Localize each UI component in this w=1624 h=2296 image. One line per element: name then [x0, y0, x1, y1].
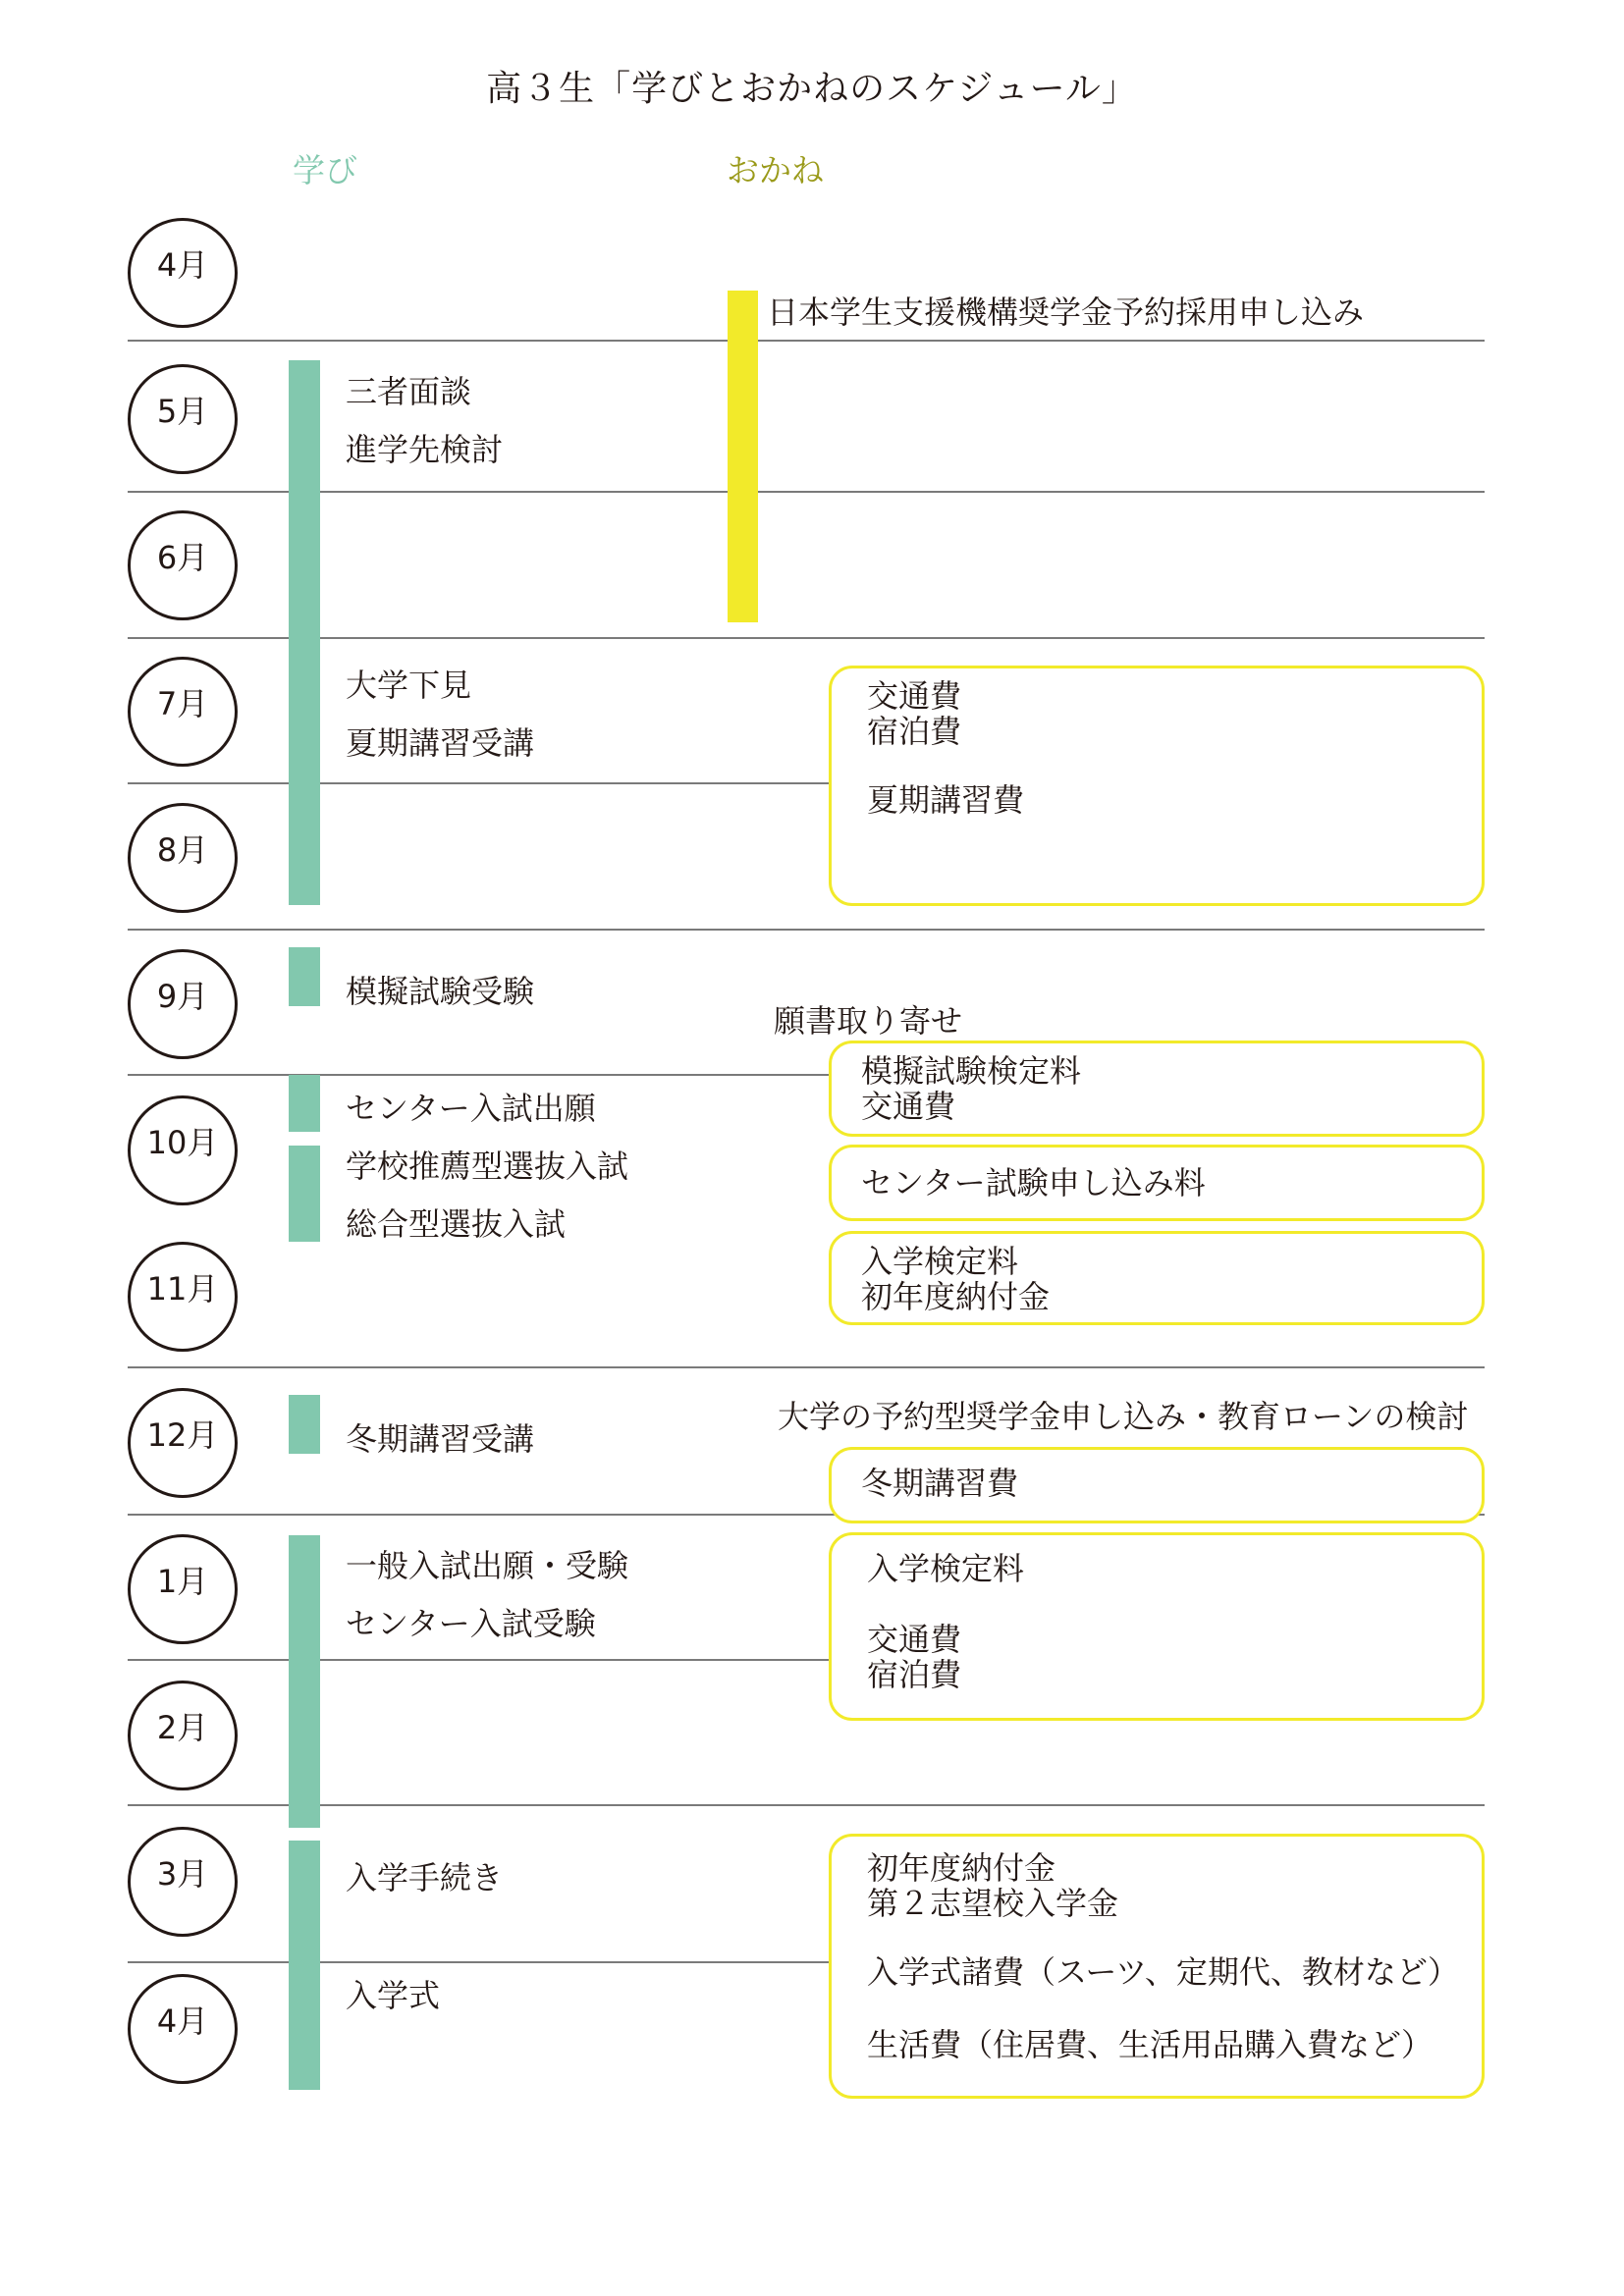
separator-line — [128, 1366, 1485, 1368]
okane-bar — [728, 291, 758, 622]
manabi-item: センター入試出願 — [346, 1090, 596, 1127]
okane-label: 大学の予約型奨学金申し込み・教育ローンの検討 — [778, 1398, 1469, 1435]
okane-label: 日本学生支援機構奨学金予約採用申し込み — [767, 294, 1365, 331]
separator-line — [128, 491, 1485, 493]
month-label: 1月 — [156, 1563, 209, 1600]
month-circle-december — [128, 1388, 238, 1498]
manabi-item: 三者面談 — [346, 373, 472, 410]
separator-line — [128, 782, 829, 784]
manabi-bar — [289, 1535, 320, 1828]
okane-box-item: 交通費 — [861, 1088, 956, 1125]
month-label: 5月 — [156, 393, 209, 430]
month-label: 7月 — [156, 685, 209, 722]
okane-box — [829, 1041, 1485, 1137]
month-label: 4月 — [156, 246, 209, 284]
separator-line — [128, 1074, 829, 1076]
manabi-item: 夏期講習受講 — [346, 724, 535, 762]
okane-box-item: 夏期講習費 — [867, 781, 1025, 819]
manabi-item: 総合型選抜入試 — [346, 1205, 567, 1243]
month-label: 4月 — [156, 2002, 209, 2040]
month-circle-september — [128, 949, 238, 1059]
okane-box-item: 模擬試験検定料 — [861, 1052, 1082, 1090]
separator-line — [128, 637, 1485, 639]
month-circle-february — [128, 1681, 238, 1790]
month-label: 8月 — [156, 831, 209, 869]
month-circle-may — [128, 364, 238, 474]
month-circle-april — [128, 218, 238, 328]
okane-box-item: 初年度納付金 — [867, 1849, 1056, 1887]
manabi-column-header: 学び — [293, 151, 357, 189]
month-circle-june — [128, 510, 238, 620]
manabi-bar — [289, 947, 320, 1006]
month-circle-july — [128, 657, 238, 767]
okane-box-item: 初年度納付金 — [861, 1278, 1051, 1315]
okane-box-item: 入学検定料 — [861, 1243, 1019, 1280]
okane-box — [829, 666, 1485, 906]
month-circle-august — [128, 803, 238, 913]
okane-label: 願書取り寄せ — [774, 1002, 963, 1040]
manabi-item: 進学先検討 — [346, 431, 504, 468]
manabi-item: 模擬試験受験 — [346, 973, 535, 1010]
month-label: 9月 — [156, 978, 209, 1015]
okane-box — [829, 1532, 1485, 1721]
manabi-bar — [289, 360, 320, 905]
manabi-item: 大学下見 — [346, 667, 472, 704]
manabi-bar — [289, 1395, 320, 1454]
manabi-item: 入学手続き — [346, 1859, 504, 1896]
okane-column-header: おかね — [727, 151, 824, 189]
okane-box — [829, 1145, 1485, 1221]
okane-box-item: 冬期講習費 — [861, 1465, 1019, 1502]
separator-line — [128, 929, 1485, 931]
okane-box — [829, 1834, 1485, 2099]
manabi-item: センター入試受験 — [346, 1605, 596, 1642]
page-title: 高３生「学びとおかねのスケジュール」 — [486, 69, 1138, 109]
okane-box-item: 交通費 — [867, 1621, 962, 1658]
month-label: 3月 — [156, 1855, 209, 1893]
month-circle-january — [128, 1534, 238, 1644]
separator-line — [128, 1659, 829, 1661]
manabi-item: 一般入試出願・受験 — [346, 1547, 629, 1584]
month-label: 6月 — [156, 539, 209, 576]
okane-box-item: センター試験申し込み料 — [861, 1164, 1206, 1201]
manabi-bar — [289, 1146, 320, 1242]
month-label: 11月 — [146, 1270, 219, 1308]
okane-box-item: 入学式諸費（スーツ、定期代、教材など） — [867, 1953, 1459, 1991]
okane-box-item: 宿泊費 — [867, 1656, 962, 1693]
separator-line — [128, 340, 1485, 342]
month-circle-november — [128, 1242, 238, 1352]
separator-line — [128, 1961, 829, 1963]
month-label: 10月 — [146, 1124, 219, 1161]
okane-box-item: 宿泊費 — [867, 713, 962, 750]
manabi-item: 学校推薦型選抜入試 — [346, 1148, 629, 1185]
manabi-bar — [289, 1075, 320, 1132]
month-label: 2月 — [156, 1709, 209, 1746]
month-circle-october — [128, 1095, 238, 1205]
okane-box-item: 入学検定料 — [867, 1550, 1025, 1587]
month-circle-march — [128, 1827, 238, 1937]
okane-box — [829, 1447, 1485, 1523]
month-circle-april-next — [128, 1974, 238, 2084]
manabi-bar — [289, 1841, 320, 2090]
manabi-item: 入学式 — [346, 1977, 441, 2014]
separator-line — [128, 1804, 1485, 1806]
okane-box-item: 交通費 — [867, 677, 962, 715]
manabi-item: 冬期講習受講 — [346, 1420, 535, 1458]
okane-box-item: 第２志望校入学金 — [867, 1885, 1119, 1922]
okane-box-item: 生活費（住居費、生活用品購入費など） — [867, 2026, 1434, 2063]
month-label: 12月 — [146, 1416, 219, 1454]
okane-box — [829, 1231, 1485, 1325]
